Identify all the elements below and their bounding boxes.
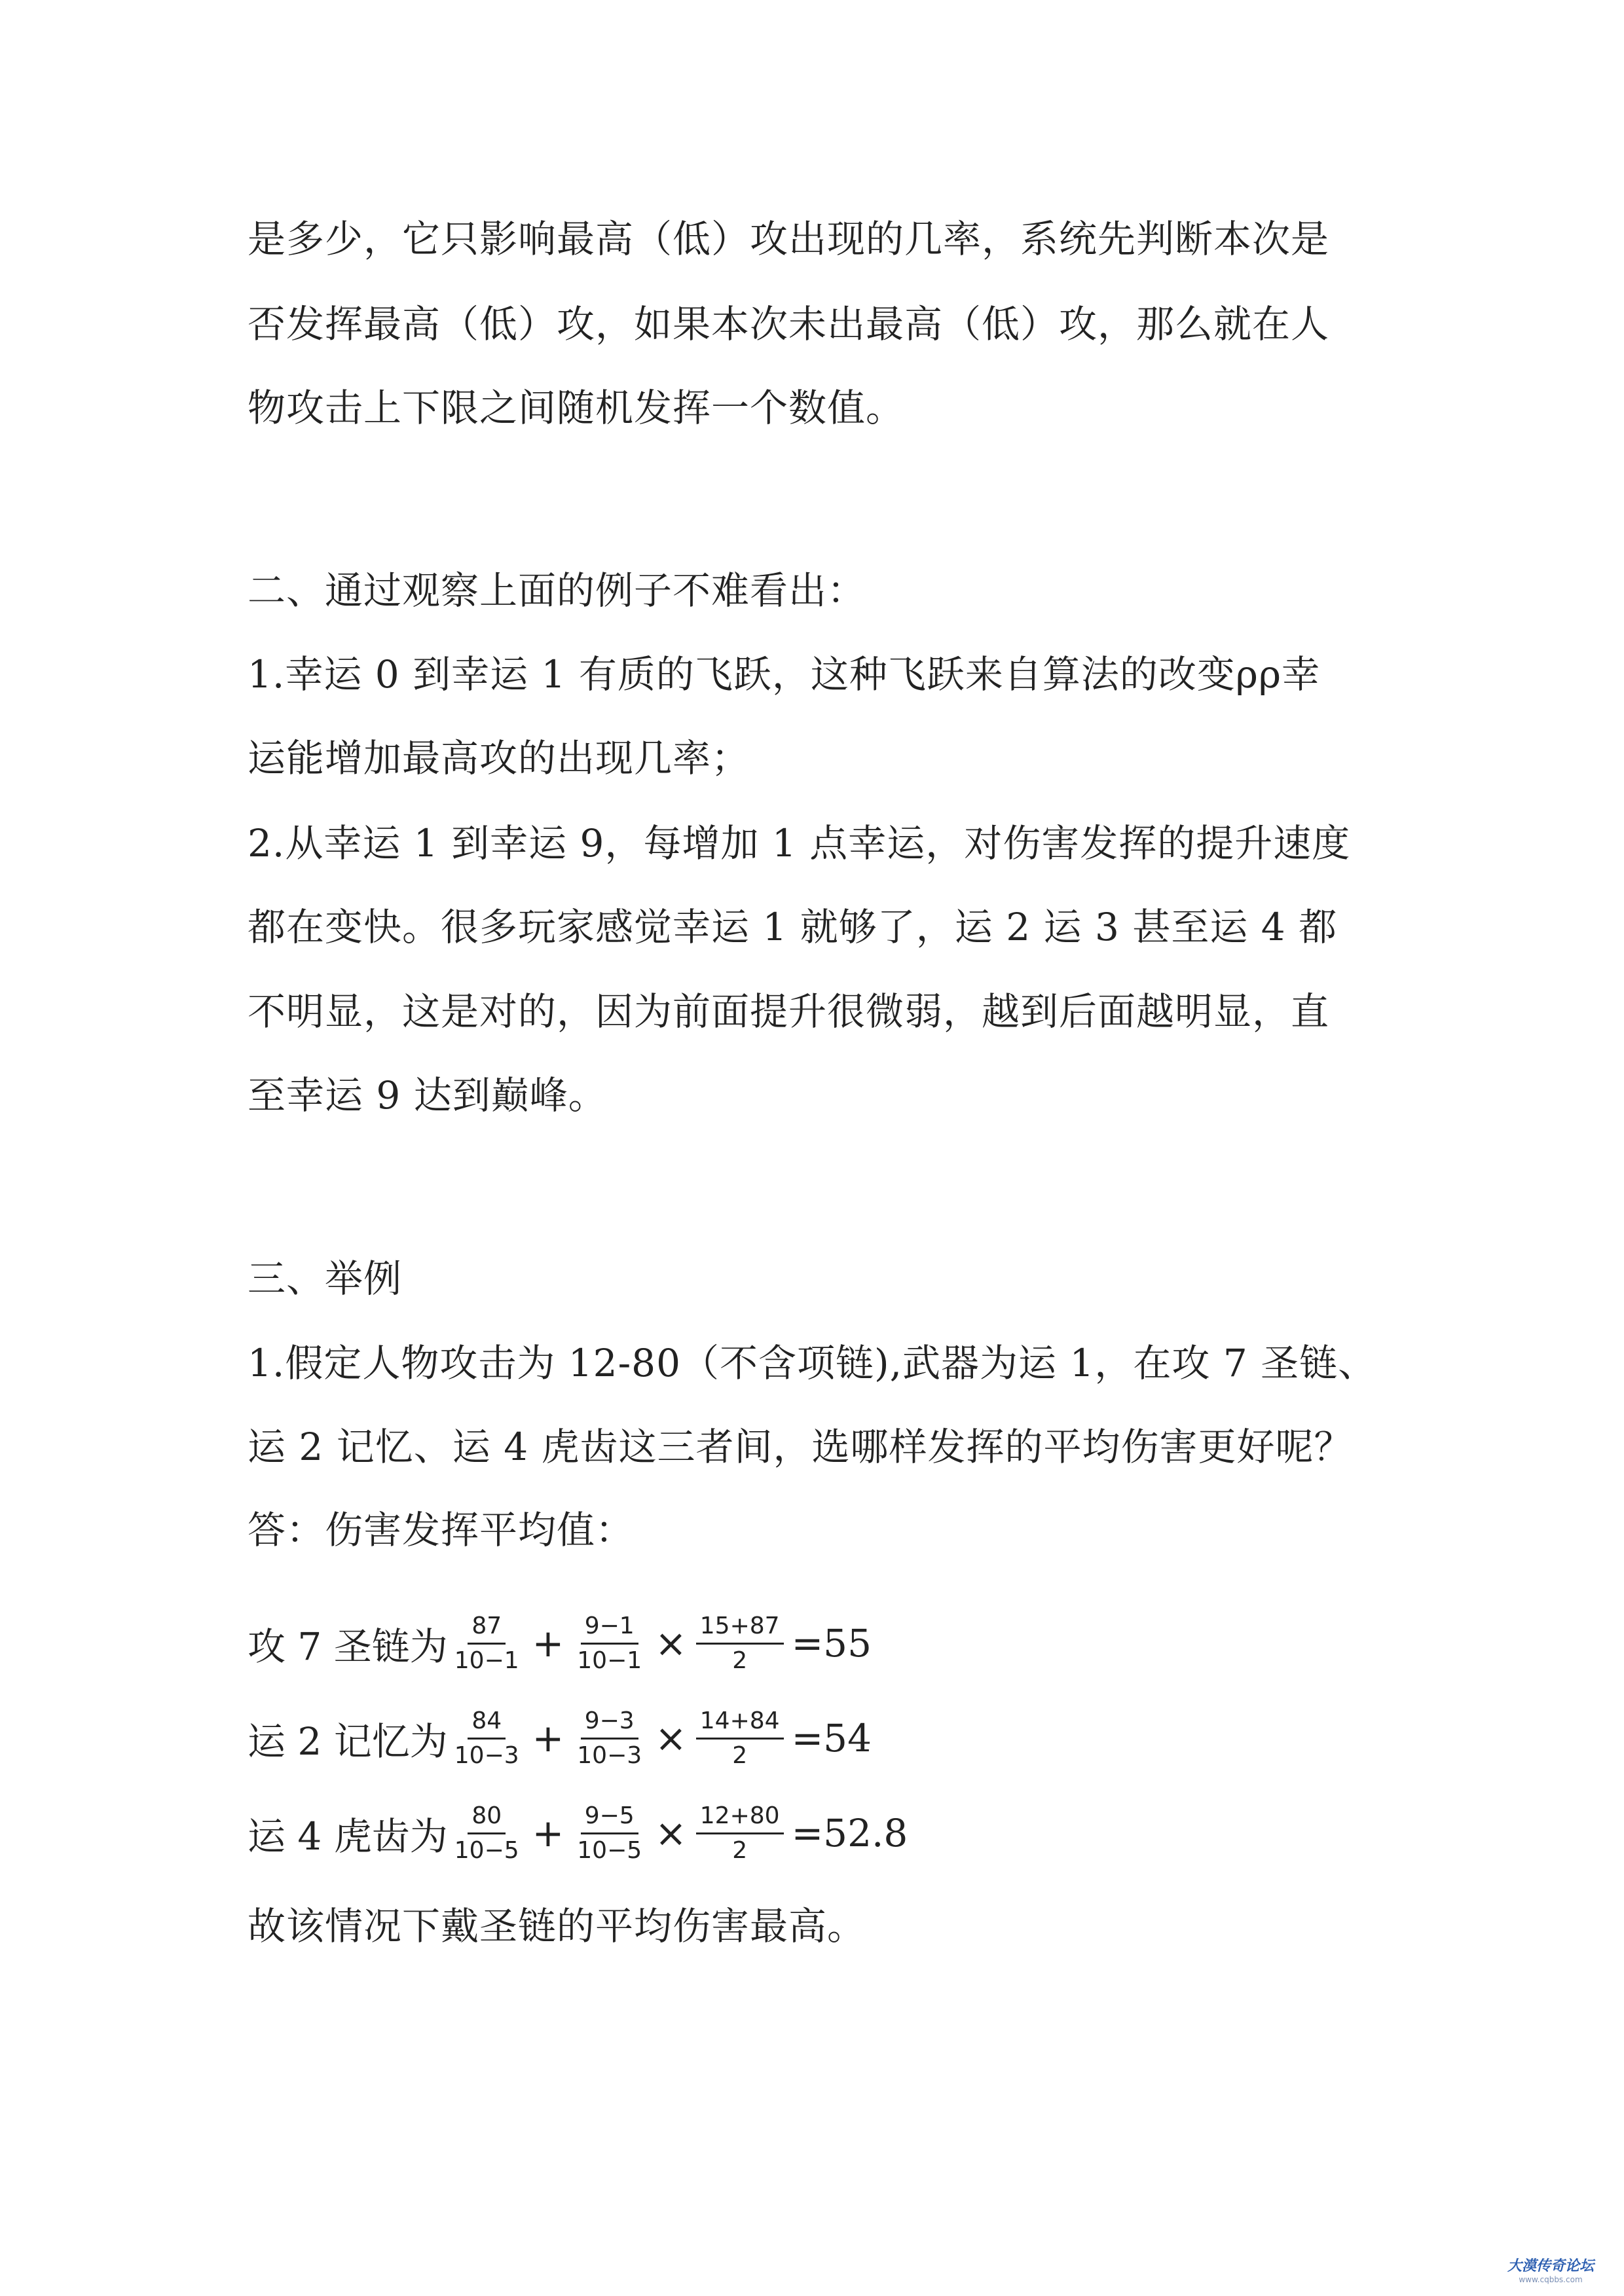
- formula-result: 55: [823, 1621, 872, 1666]
- formula-label: 运 4 虎齿为: [248, 1814, 448, 1859]
- text-line: 运 2 记忆、运 4 虎齿这三者间，选哪样发挥的平均伤害更好呢？: [248, 1425, 1353, 1469]
- numerator: 9−1: [581, 1612, 638, 1645]
- watermark-title: 大漠传奇论坛: [1507, 2258, 1594, 2274]
- denominator: 2: [732, 1647, 748, 1674]
- fraction: [696, 1612, 784, 1675]
- formula-result: 54: [823, 1716, 872, 1760]
- denominator: 10−5: [454, 1836, 519, 1864]
- numerator: 15+87: [696, 1612, 784, 1645]
- section-heading: 二、通过观察上面的例子不难看出：: [248, 568, 866, 613]
- fraction: [573, 1707, 646, 1770]
- text-line: 1.假定人物攻击为 12-80（不含项链),武器为运 1，在攻 7 圣链、: [248, 1341, 1377, 1385]
- watermark-url: www.cqbbs.com: [1519, 2275, 1583, 2284]
- denominator: 10−3: [577, 1741, 642, 1769]
- times-operator: ×: [655, 1811, 687, 1855]
- formula-row: [248, 1791, 908, 1876]
- fraction: [451, 1612, 523, 1675]
- plus-operator: +: [532, 1811, 564, 1855]
- text-line: 不明显，这是对的，因为前面提升很微弱，越到后面越明显，直: [248, 989, 1330, 1034]
- fraction: [573, 1612, 646, 1675]
- denominator: 2: [732, 1741, 748, 1769]
- answer-intro: 答：伤害发挥平均值：: [248, 1508, 635, 1552]
- numerator: 9−3: [581, 1707, 638, 1740]
- numerator: 80: [468, 1802, 506, 1834]
- denominator: 10−1: [577, 1647, 642, 1674]
- times-operator: ×: [655, 1621, 687, 1666]
- text-line: 物攻击上下限之间随机发挥一个数值。: [248, 386, 905, 430]
- text-line: 1.幸运 0 到幸运 1 有质的飞跃，这种飞跃来自算法的改变ρρ幸: [248, 652, 1321, 697]
- denominator: 10−5: [577, 1836, 642, 1864]
- text-line: 2.从幸运 1 到幸运 9，每增加 1 点幸运，对伤害发挥的提升速度: [248, 821, 1351, 866]
- section-heading: 三、举例: [248, 1256, 403, 1301]
- fraction: [696, 1802, 784, 1865]
- text-line: 都在变快。很多玩家感觉幸运 1 就够了，运 2 运 3 甚至运 4 都: [248, 905, 1338, 949]
- conclusion-text: 故该情况下戴圣链的平均伤害最高。: [248, 1904, 866, 1948]
- text-line: 是多少，它只影响最高（低）攻出现的几率，系统先判断本次是: [248, 217, 1330, 261]
- denominator: 10−3: [454, 1741, 519, 1769]
- formula-row: [248, 1601, 872, 1686]
- plus-operator: +: [532, 1621, 564, 1666]
- times-operator: ×: [655, 1716, 687, 1760]
- fraction: [573, 1802, 646, 1865]
- numerator: 87: [468, 1612, 506, 1645]
- numerator: 12+80: [696, 1802, 784, 1834]
- formula-row: [248, 1696, 872, 1781]
- denominator: 10−1: [454, 1647, 519, 1674]
- numerator: 9−5: [581, 1802, 638, 1834]
- numerator: 14+84: [696, 1707, 784, 1740]
- formula-label: 攻 7 圣链为: [248, 1624, 448, 1669]
- formula-result: 52.8: [823, 1811, 908, 1855]
- site-watermark: [1507, 2258, 1594, 2284]
- text-line: 否发挥最高（低）攻，如果本次未出最高（低）攻，那么就在人: [248, 302, 1330, 346]
- denominator: 2: [732, 1836, 748, 1864]
- plus-operator: +: [532, 1716, 564, 1760]
- formula-label: 运 2 记忆为: [248, 1719, 448, 1764]
- text-line: 运能增加最高攻的出现几率；: [248, 736, 750, 780]
- text-line: 至幸运 9 达到巅峰。: [248, 1073, 607, 1118]
- fraction: [451, 1707, 523, 1770]
- equals-sign: =: [791, 1716, 824, 1760]
- fraction: [696, 1707, 784, 1770]
- fraction: [451, 1802, 523, 1865]
- numerator: 84: [468, 1707, 506, 1740]
- equals-sign: =: [791, 1621, 824, 1666]
- equals-sign: =: [791, 1811, 824, 1855]
